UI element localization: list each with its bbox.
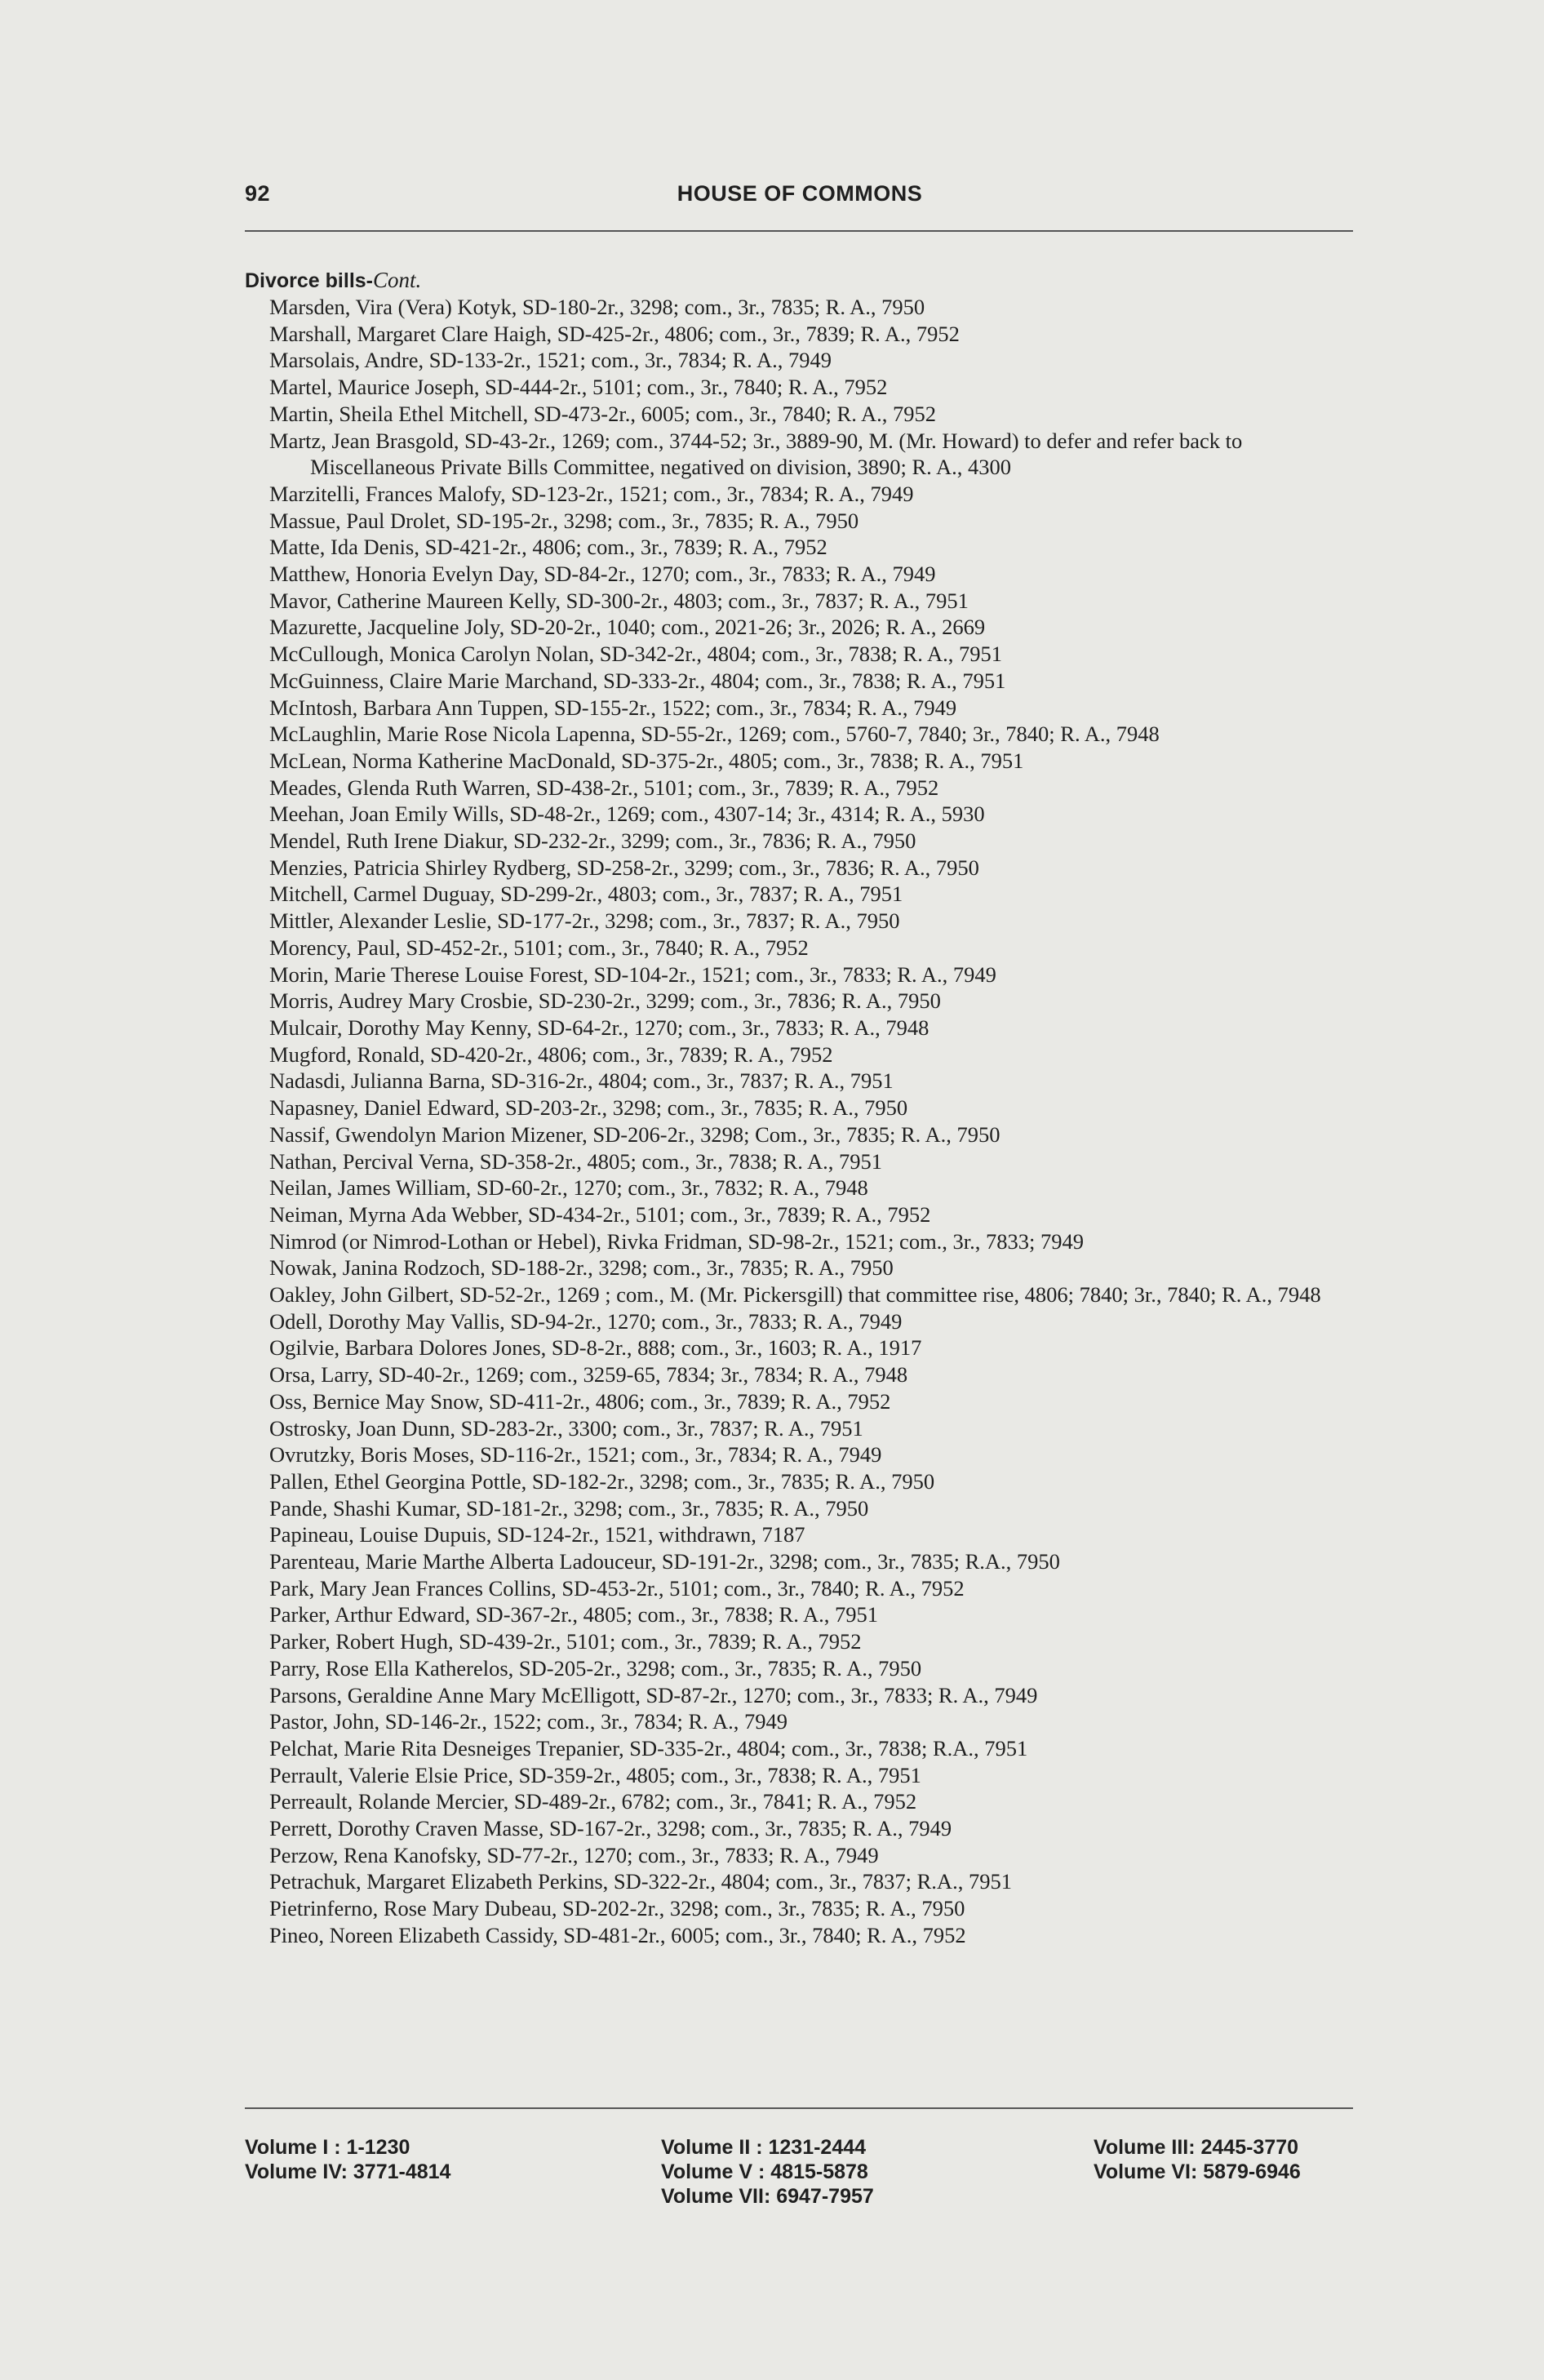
header-divider: [245, 230, 1353, 232]
volume-entry: Volume II : 1231-2444: [661, 2136, 867, 2159]
index-entry: Ovrutzky, Boris Moses, SD-116-2r., 1521; com., 3r., 7834; R. A., 7949: [269, 1442, 882, 1468]
index-entry: McLaughlin, Marie Rose Nicola Lapenna, SD-55-2r., 1269; com., 5760-7, 7840; 3r., 7840; R. A., 7948: [269, 722, 1160, 747]
index-entry: Martel, Maurice Joseph, SD-444-2r., 5101; com., 3r., 7840; R. A., 7952: [269, 375, 888, 400]
index-entry: Mitchell, Carmel Duguay, SD-299-2r., 4803; com., 3r., 7837; R. A., 7951: [269, 881, 903, 907]
volume-entry: Volume VII: 6947-7957: [661, 2185, 874, 2208]
index-entry: McIntosh, Barbara Ann Tuppen, SD-155-2r., 1522; com., 3r., 7834; R. A., 7949: [269, 695, 957, 720]
index-entry: McLean, Norma Katherine MacDonald, SD-375-2r., 4805; com., 3r., 7838; R. A., 7951: [269, 748, 1024, 773]
index-entry: Mazurette, Jacqueline Joly, SD-20-2r., 1040; com., 2021-26; 3r., 2026; R. A., 2669: [269, 615, 986, 640]
index-entry: Mendel, Ruth Irene Diakur, SD-232-2r., 3299; com., 3r., 7836; R. A., 7950: [269, 828, 916, 854]
index-entry: Odell, Dorothy May Vallis, SD-94-2r., 1270; com., 3r., 7833; R. A., 7949: [269, 1308, 903, 1334]
volume-entry: Volume III: 2445-3770: [1094, 2136, 1299, 2159]
index-entry: Pande, Shashi Kumar, SD-181-2r., 3298; com., 3r., 7835; R. A., 7950: [269, 1495, 869, 1521]
index-entry: Morency, Paul, SD-452-2r., 5101; com., 3r., 7840; R. A., 7952: [269, 935, 809, 960]
index-entry: Neilan, James William, SD-60-2r., 1270; com., 3r., 7832; R. A., 7948: [269, 1175, 868, 1201]
index-entry: Nathan, Percival Verna, SD-358-2r., 4805; com., 3r., 7838; R. A., 7951: [269, 1148, 882, 1174]
index-entry: McGuinness, Claire Marie Marchand, SD-333-2r., 4804; com., 3r., 7838; R. A., 7951: [269, 668, 1006, 693]
index-entry: Perreault, Rolande Mercier, SD-489-2r., 6782; com., 3r., 7841; R. A., 7952: [269, 1789, 917, 1814]
index-entry: Marsden, Vira (Vera) Kotyk, SD-180-2r., 3298; com., 3r., 7835; R. A., 7950: [269, 295, 925, 319]
index-entry: Oakley, John Gilbert, SD-52-2r., 1269 ; com., M. (Mr. Pickersgill) that committee rise, 4806; 7840; 3r., 7840; R. A., 7948: [269, 1282, 1321, 1308]
index-entry: Nowak, Janina Rodzoch, SD-188-2r., 3298; com., 3r., 7835; R. A., 7950: [269, 1255, 894, 1281]
index-entry: Morris, Audrey Mary Crosbie, SD-230-2r., 3299; com., 3r., 7836; R. A., 7950: [269, 988, 941, 1014]
index-entry: Pelchat, Marie Rita Desneiges Trepanier, SD-335-2r., 4804; com., 3r., 7838; R.A., 7951: [269, 1735, 1028, 1761]
entry-list: [269, 294, 1363, 1949]
index-entry: Matthew, Honoria Evelyn Day, SD-84-2r., 1270; com., 3r., 7833; R. A., 7949: [269, 562, 936, 587]
section-heading: [245, 268, 421, 293]
index-entry: Petrachuk, Margaret Elizabeth Perkins, SD-322-2r., 4804; com., 3r., 7837; R.A., 7951: [269, 1869, 1012, 1894]
index-entry: Ostrosky, Joan Dunn, SD-283-2r., 3300; com., 3r., 7837; R. A., 7951: [269, 1415, 863, 1441]
section-heading-cont: Cont.: [373, 268, 422, 292]
index-entry: Marshall, Margaret Clare Haigh, SD-425-2r., 4806; com., 3r., 7839; R. A., 7952: [269, 321, 960, 346]
index-entry: Nimrod (or Nimrod-Lothan or Hebel), Rivka Fridman, SD-98-2r., 1521; com., 3r., 7833; 7949: [269, 1228, 1085, 1254]
index-entry: Oss, Bernice May Snow, SD-411-2r., 4806; com., 3r., 7839; R. A., 7952: [269, 1388, 891, 1414]
index-entry: Martz, Jean Brasgold, SD-43-2r., 1269; com., 3744-52; 3r., 3889-90, M. (Mr. Howard) to defer and refer back to Miscellaneous Private Bills Committee, negatived on division, 3890; R. A., 4300: [269, 428, 1243, 480]
index-entry: Matte, Ida Denis, SD-421-2r., 4806; com., 3r., 7839; R. A., 7952: [269, 535, 827, 560]
index-entry: Park, Mary Jean Frances Collins, SD-453-2r., 5101; com., 3r., 7840; R. A., 7952: [269, 1575, 965, 1601]
index-entry: Perrett, Dorothy Craven Masse, SD-167-2r., 3298; com., 3r., 7835; R. A., 7949: [269, 1816, 952, 1841]
index-entry: Nassif, Gwendolyn Marion Mizener, SD-206-2r., 3298; Com., 3r., 7835; R. A., 7950: [269, 1121, 1000, 1147]
index-entry: Ogilvie, Barbara Dolores Jones, SD-8-2r., 888; com., 3r., 1603; R. A., 1917: [269, 1335, 922, 1361]
page-number: 92: [245, 181, 271, 206]
index-entry: Papineau, Louise Dupuis, SD-124-2r., 1521, withdrawn, 7187: [269, 1522, 805, 1547]
index-entry: Meehan, Joan Emily Wills, SD-48-2r., 1269; com., 4307-14; 3r., 4314; R. A., 5930: [269, 801, 985, 827]
index-entry: Marsolais, Andre, SD-133-2r., 1521; com., 3r., 7834; R. A., 7949: [269, 348, 832, 373]
volume-index-column-3: [1094, 2135, 1301, 2184]
index-entry: Marzitelli, Frances Malofy, SD-123-2r., 1521; com., 3r., 7834; R. A., 7949: [269, 481, 914, 506]
index-entry: Perrault, Valerie Elsie Price, SD-359-2r., 4805; com., 3r., 7838; R. A., 7951: [269, 1762, 921, 1787]
section-heading-label: Divorce bills-: [245, 269, 373, 292]
index-entry: Neiman, Myrna Ada Webber, SD-434-2r., 5101; com., 3r., 7839; R. A., 7952: [269, 1201, 931, 1227]
volume-entry: Volume I : 1-1230: [245, 2136, 410, 2159]
index-entry: Pietrinferno, Rose Mary Dubeau, SD-202-2r., 3298; com., 3r., 7835; R. A., 7950: [269, 1896, 965, 1921]
index-entry: Menzies, Patricia Shirley Rydberg, SD-258-2r., 3299; com., 3r., 7836; R. A., 7950: [269, 855, 979, 880]
index-entry: Mugford, Ronald, SD-420-2r., 4806; com., 3r., 7839; R. A., 7952: [269, 1041, 833, 1067]
volume-entry: Volume IV: 3771-4814: [245, 2160, 451, 2183]
index-entry: Parenteau, Marie Marthe Alberta Ladouceur, SD-191-2r., 3298; com., 3r., 7835; R.A., 7950: [269, 1549, 1060, 1574]
index-entry: Pastor, John, SD-146-2r., 1522; com., 3r., 7834; R. A., 7949: [269, 1709, 788, 1734]
index-entry: Nadasdi, Julianna Barna, SD-316-2r., 4804; com., 3r., 7837; R. A., 7951: [269, 1068, 894, 1094]
volume-entry: Volume VI: 5879-6946: [1094, 2160, 1301, 2183]
index-entry: Parker, Robert Hugh, SD-439-2r., 5101; com., 3r., 7839; R. A., 7952: [269, 1629, 862, 1654]
page-header: [245, 181, 1355, 214]
index-entry: Pallen, Ethel Georgina Pottle, SD-182-2r., 3298; com., 3r., 7835; R. A., 7950: [269, 1468, 935, 1494]
index-entry: Martin, Sheila Ethel Mitchell, SD-473-2r., 6005; com., 3r., 7840; R. A., 7952: [269, 401, 937, 426]
index-entry: Massue, Paul Drolet, SD-195-2r., 3298; com., 3r., 7835; R. A., 7950: [269, 508, 859, 533]
footer-divider: [245, 2107, 1353, 2109]
index-entry: Parsons, Geraldine Anne Mary McElligott, SD-87-2r., 1270; com., 3r., 7833; R. A., 7949: [269, 1682, 1038, 1707]
index-entry: Pineo, Noreen Elizabeth Cassidy, SD-481-2r., 6005; com., 3r., 7840; R. A., 7952: [269, 1922, 966, 1947]
index-entry: Morin, Marie Therese Louise Forest, SD-104-2r., 1521; com., 3r., 7833; R. A., 7949: [269, 961, 996, 987]
index-entry: Parry, Rose Ella Katherelos, SD-205-2r., 3298; com., 3r., 7835; R. A., 7950: [269, 1655, 922, 1681]
volume-index-column-1: [245, 2135, 450, 2184]
index-entry: Perzow, Rena Kanofsky, SD-77-2r., 1270; com., 3r., 7833; R. A., 7949: [269, 1842, 879, 1867]
index-entry: Mulcair, Dorothy May Kenny, SD-64-2r., 1270; com., 3r., 7833; R. A., 7948: [269, 1015, 930, 1040]
index-entry: McCullough, Monica Carolyn Nolan, SD-342-2r., 4804; com., 3r., 7838; R. A., 7951: [269, 642, 1003, 667]
index-entry: Meades, Glenda Ruth Warren, SD-438-2r., 5101; com., 3r., 7839; R. A., 7952: [269, 775, 939, 800]
volume-index: [245, 2135, 1371, 2233]
page-title: HOUSE OF COMMONS: [677, 181, 923, 206]
index-entry: Orsa, Larry, SD-40-2r., 1269; com., 3259-65, 7834; 3r., 7834; R. A., 7948: [269, 1362, 908, 1388]
index-entry: Mittler, Alexander Leslie, SD-177-2r., 3298; com., 3r., 7837; R. A., 7950: [269, 908, 900, 934]
volume-index-column-2: [661, 2135, 874, 2209]
index-entry: Napasney, Daniel Edward, SD-203-2r., 3298; com., 3r., 7835; R. A., 7950: [269, 1095, 908, 1121]
index-entry: Mavor, Catherine Maureen Kelly, SD-300-2r., 4803; com., 3r., 7837; R. A., 7951: [269, 588, 969, 613]
index-entry: Parker, Arthur Edward, SD-367-2r., 4805; com., 3r., 7838; R. A., 7951: [269, 1602, 879, 1627]
volume-entry: Volume V : 4815-5878: [661, 2160, 868, 2183]
